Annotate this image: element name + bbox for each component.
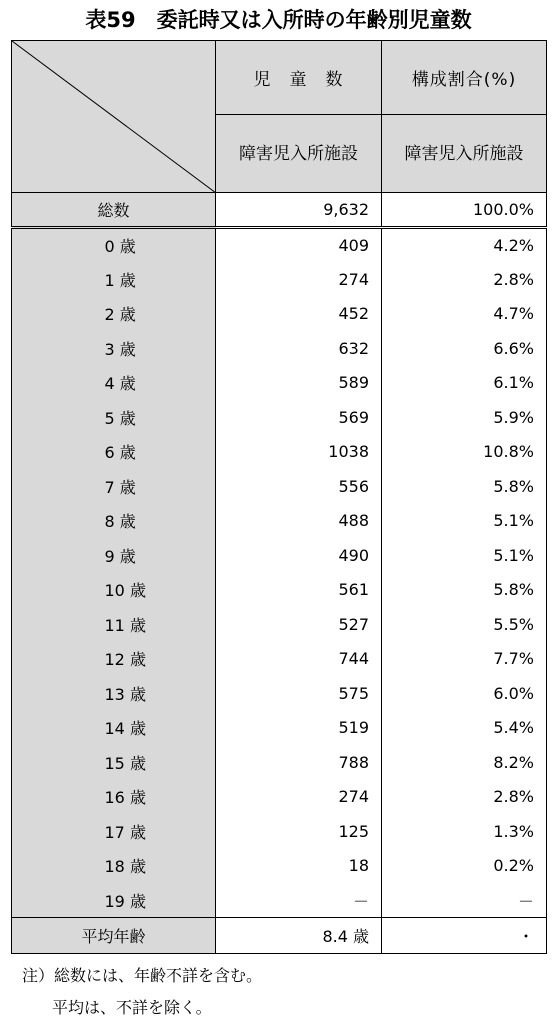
table-row <box>12 676 547 711</box>
age-count: 632 <box>216 331 382 366</box>
age-label <box>12 331 216 366</box>
age-pct: 8.2% <box>382 745 547 780</box>
age-count: 18 <box>216 849 382 884</box>
age-label-text: 4 歳 <box>104 374 136 394</box>
total-count: 9,632 <box>216 193 382 228</box>
age-label-text: 0 歳 <box>104 237 136 256</box>
subheader-count: 障害児入所施設 <box>216 115 382 193</box>
table-row <box>12 849 547 884</box>
footnote-2: 平均は、不詳を除く。 <box>52 998 212 1017</box>
total-label: 総数 <box>12 193 216 228</box>
age-label <box>12 538 216 573</box>
age-count: 569 <box>216 400 382 435</box>
age-label <box>12 504 216 539</box>
age-pct: 10.8% <box>382 435 547 470</box>
age-count: 1038 <box>216 435 382 470</box>
age-pct: 6.1% <box>382 366 547 401</box>
table-row <box>12 711 547 746</box>
age-label-text: 7 歳 <box>104 477 136 497</box>
age-label-text: 16 歳 <box>104 788 146 808</box>
age-label <box>12 400 216 435</box>
footnotes <box>22 960 262 1024</box>
age-label <box>12 366 216 401</box>
age-pct: 1.3% <box>382 814 547 849</box>
average-row <box>12 918 547 954</box>
age-pct: 6.6% <box>382 331 547 366</box>
age-label-text: 18 歳 <box>104 857 146 877</box>
table-row <box>12 400 547 435</box>
age-pct: 5.8% <box>382 469 547 504</box>
corner-diagonal <box>12 41 216 193</box>
age-pct: 0.2% <box>382 849 547 884</box>
age-label-text: 2 歳 <box>104 305 136 325</box>
age-label-text: 3 歳 <box>104 339 136 359</box>
footnote-1: 注）総数には、年齢不詳を含む。 <box>22 966 263 985</box>
age-count: 274 <box>216 262 382 297</box>
table-row <box>12 435 547 470</box>
age-label <box>12 435 216 470</box>
age-label <box>12 676 216 711</box>
table-row <box>12 228 547 263</box>
table-row <box>12 297 547 332</box>
total-pct: 100.0% <box>382 193 547 228</box>
age-label-text: 11 歳 <box>104 615 146 635</box>
age-pct: 5.4% <box>382 711 547 746</box>
table-row <box>12 814 547 849</box>
table-row <box>12 538 547 573</box>
average-count: 8.4 歳 <box>216 918 382 954</box>
age-label-text: 10 歳 <box>104 581 146 601</box>
age-label <box>12 849 216 884</box>
age-pct: 5.9% <box>382 400 547 435</box>
age-pct: 2.8% <box>382 262 547 297</box>
age-label-text: 12 歳 <box>104 650 146 670</box>
header-count: 児 童 数 <box>216 41 382 115</box>
table-row <box>12 504 547 539</box>
age-pct: 5.1% <box>382 538 547 573</box>
age-label <box>12 883 216 918</box>
age-count: 575 <box>216 676 382 711</box>
age-label-text: 19 歳 <box>104 891 146 911</box>
age-label-text: 15 歳 <box>104 753 146 773</box>
average-pct: ・ <box>382 918 547 954</box>
age-label-text: 14 歳 <box>104 719 146 739</box>
age-count: 452 <box>216 297 382 332</box>
table-row <box>12 331 547 366</box>
age-count: 561 <box>216 573 382 608</box>
corner-cell <box>12 41 216 193</box>
age-label <box>12 780 216 815</box>
age-count: 409 <box>216 228 382 263</box>
table-row <box>12 573 547 608</box>
age-count: 125 <box>216 814 382 849</box>
table-row <box>12 262 547 297</box>
subheader-pct: 障害児入所施設 <box>382 115 547 193</box>
age-label-text: 13 歳 <box>104 684 146 704</box>
table-row <box>12 642 547 677</box>
table-row <box>12 883 547 918</box>
table-title: 表59 委託時又は入所時の年齢別児童数 <box>85 8 472 32</box>
age-count: 744 <box>216 642 382 677</box>
average-label: 平均年齢 <box>12 918 216 954</box>
header-pct: 構成割合(%) <box>382 41 547 115</box>
age-count: 527 <box>216 607 382 642</box>
age-label <box>12 711 216 746</box>
table-row <box>12 366 547 401</box>
age-label <box>12 469 216 504</box>
age-pct: － <box>382 883 547 918</box>
age-pct: 5.1% <box>382 504 547 539</box>
age-pct: 6.0% <box>382 676 547 711</box>
age-label <box>12 607 216 642</box>
table-row <box>12 469 547 504</box>
age-label-text: 9 歳 <box>104 546 136 566</box>
age-pct: 5.8% <box>382 573 547 608</box>
table-row <box>12 607 547 642</box>
age-label <box>12 297 216 332</box>
age-label <box>12 642 216 677</box>
age-label <box>12 745 216 780</box>
age-label <box>12 262 216 297</box>
age-count: 274 <box>216 780 382 815</box>
age-count: 589 <box>216 366 382 401</box>
age-label-text: 1 歳 <box>104 270 136 290</box>
age-pct: 4.7% <box>382 297 547 332</box>
age-count: 788 <box>216 745 382 780</box>
age-label-text: 6 歳 <box>104 443 136 463</box>
table-row <box>12 780 547 815</box>
age-count: 490 <box>216 538 382 573</box>
age-pct: 4.2% <box>382 228 547 263</box>
age-label <box>12 814 216 849</box>
age-count: 556 <box>216 469 382 504</box>
age-table <box>11 40 547 954</box>
age-pct: 7.7% <box>382 642 547 677</box>
age-label-text: 5 歳 <box>104 408 136 428</box>
age-pct: 5.5% <box>382 607 547 642</box>
age-count: － <box>216 883 382 918</box>
age-count: 488 <box>216 504 382 539</box>
age-label-text: 8 歳 <box>104 512 136 532</box>
age-label <box>12 573 216 608</box>
age-label-text: 17 歳 <box>104 822 146 842</box>
age-pct: 2.8% <box>382 780 547 815</box>
table-row <box>12 745 547 780</box>
age-label <box>12 228 216 263</box>
age-count: 519 <box>216 711 382 746</box>
